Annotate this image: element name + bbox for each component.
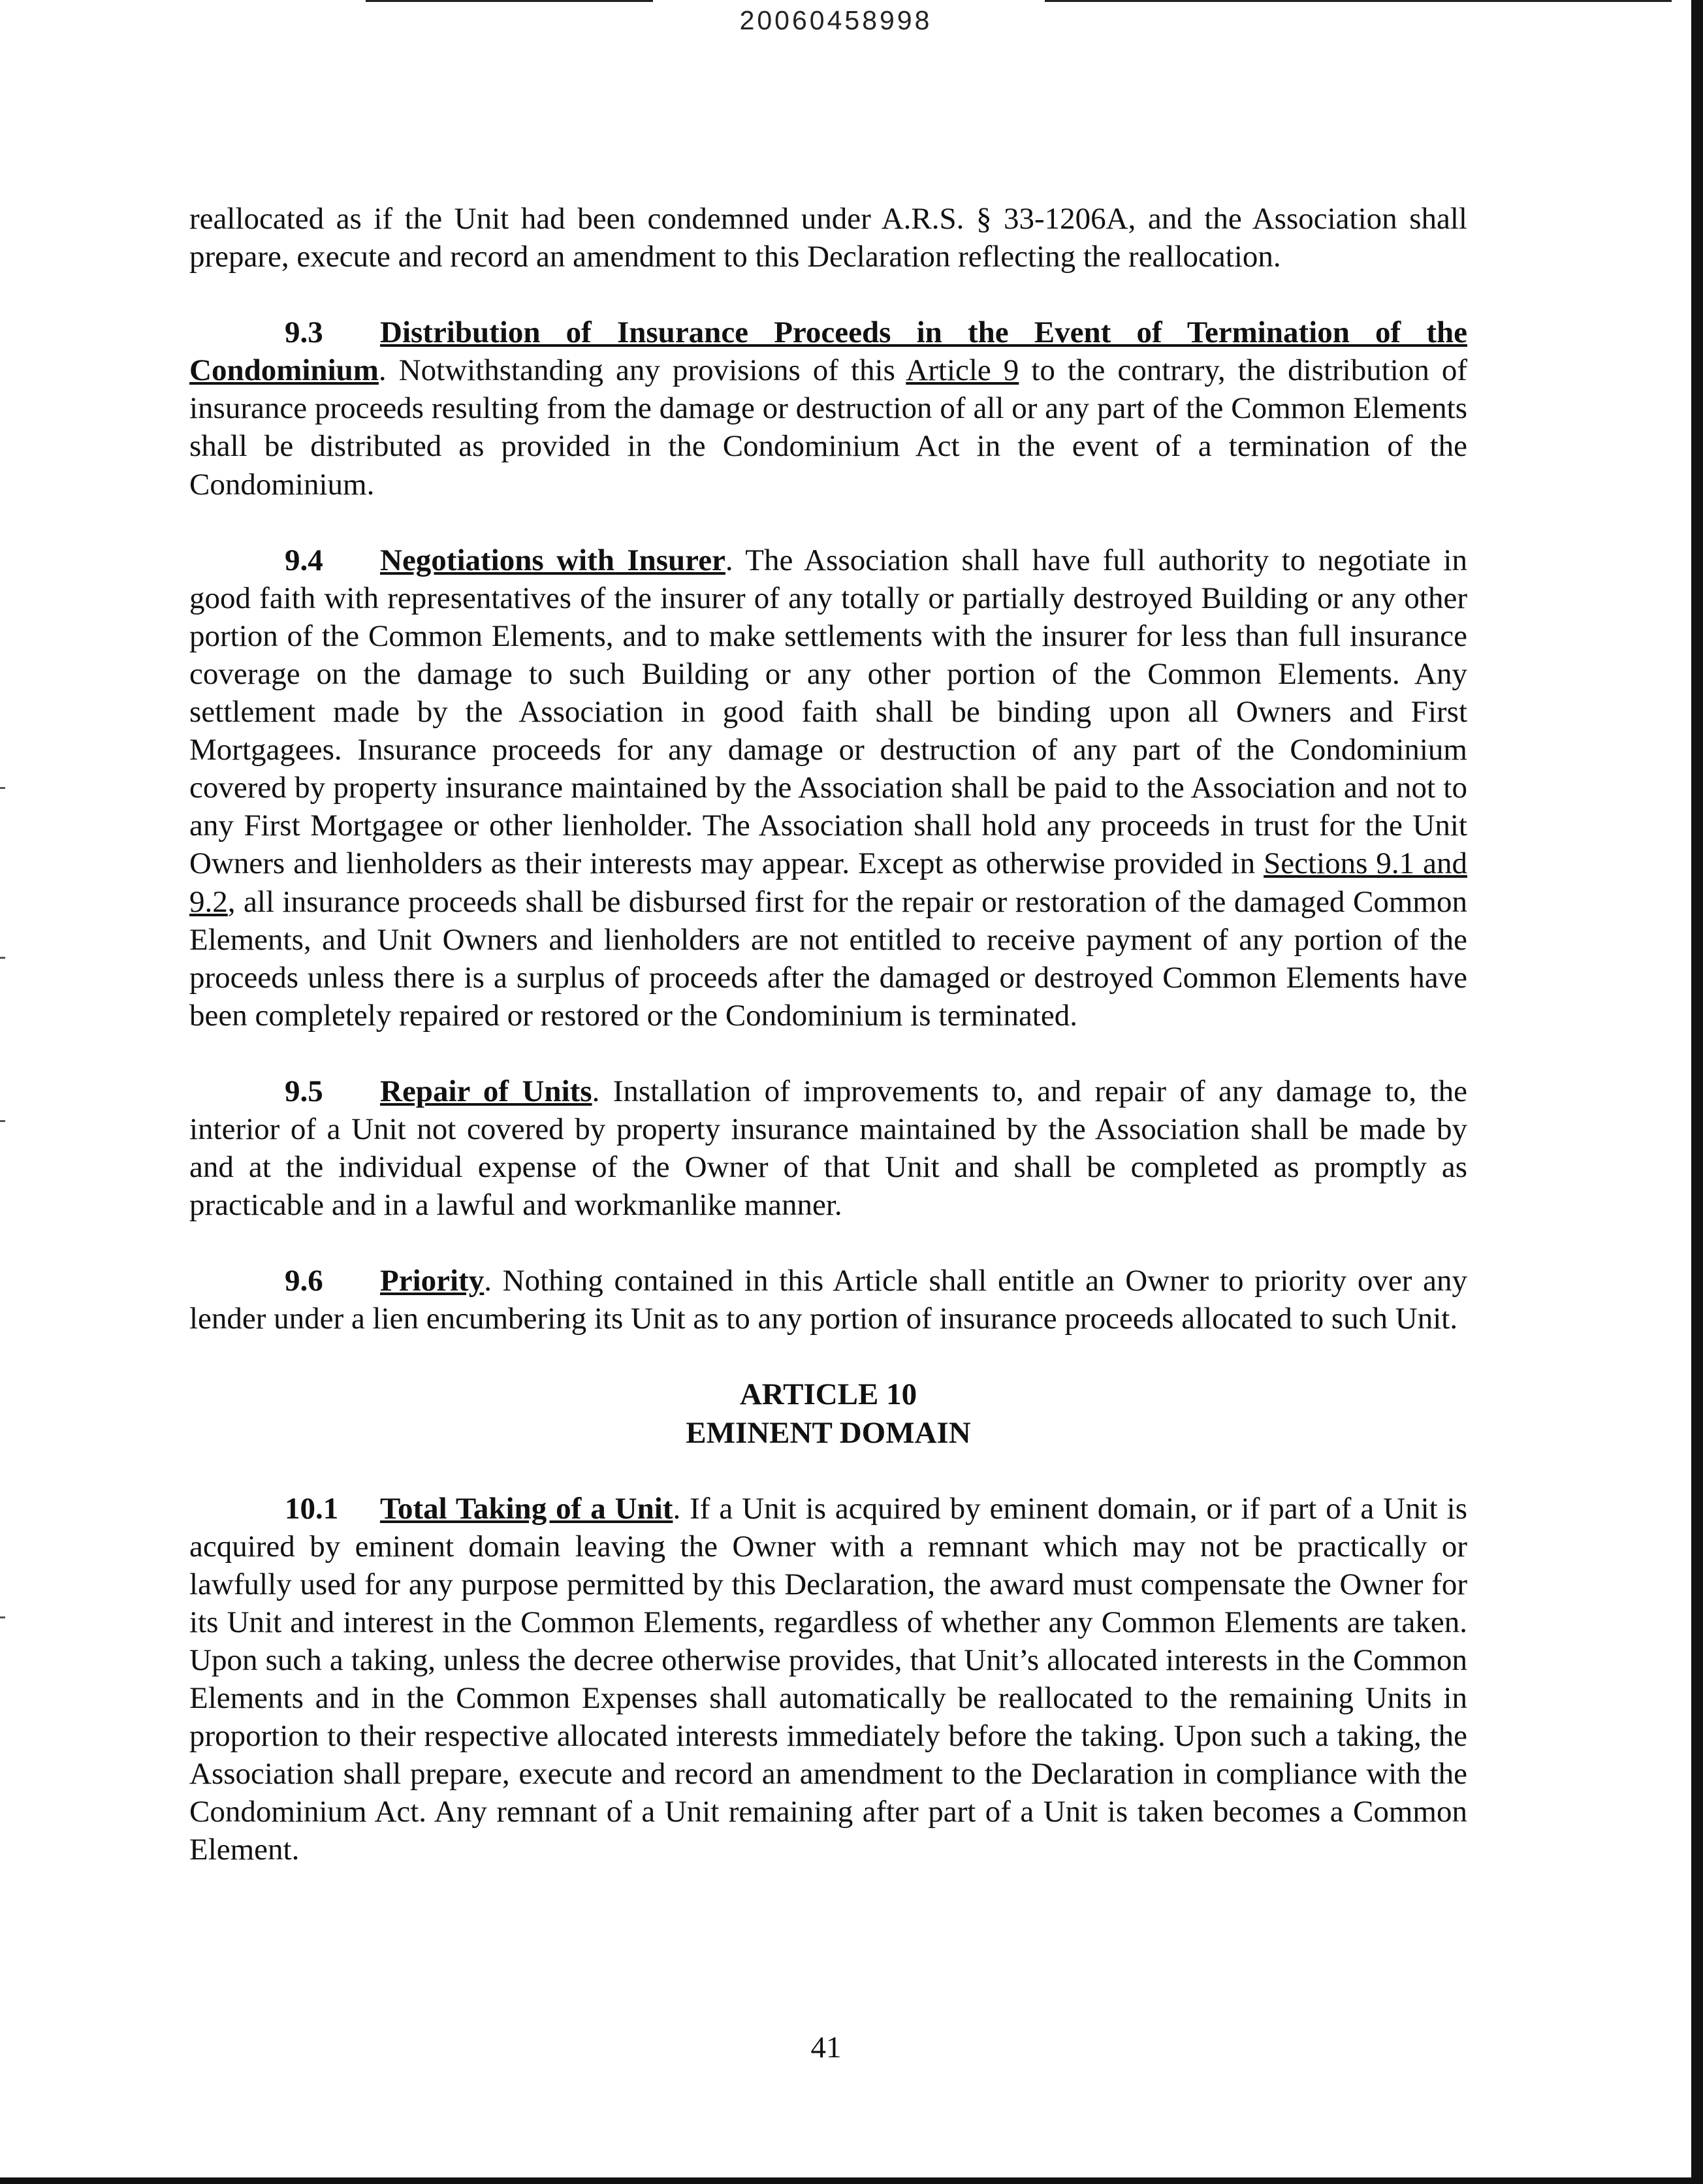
section-9-6 [189,1262,1467,1338]
section-title: Distribution of Insurance Proceeds in the Event of Termination of the Condominium [189,315,1467,388]
section-title: Repair of Units [380,1074,592,1108]
article-number: ARTICLE 10 [739,1377,917,1412]
page-body [189,200,1467,1869]
margin-tick [0,787,5,789]
scan-line-right [1045,0,1672,2]
section-9-3 [189,313,1467,503]
scan-edge-bottom [0,2177,1703,2184]
scan-edge-right [1691,0,1703,2184]
article-heading [189,1375,1467,1451]
continuation-paragraph: reallocated as if the Unit had been condemned under A.R.S. § 33-1206A, and the Association shall prepare, execute and record an amendment to this Declaration reflecting the reallocation. [189,202,1467,274]
article-title: EMINENT DOMAIN [686,1415,971,1450]
section-text: , all insurance proceeds shall be disbursed first for the repair or restoration of the damaged Common Elements, and Unit Owners and lienholders are not entitled to receive payment of any portion of the proceeds unless there is a surplus of proceeds after the damaged or destroyed Common Elements have been completely repaired or restored or the Condominium is terminated. [189,884,1467,1033]
scan-line-left [366,0,653,2]
margin-tick [0,1120,5,1122]
section-9-5 [189,1072,1467,1224]
article-9-reference: Article 9 [906,353,1019,388]
section-title: Negotiations with Insurer [380,543,725,577]
section-title: Total Taking of a Unit [380,1491,673,1526]
section-text: . Notwithstanding any provisions of this [378,353,906,388]
section-10-1 [189,1490,1467,1869]
section-number: 10.1 [285,1491,339,1526]
section-title: Priority [380,1264,485,1298]
section-text: . If a Unit is acquired by eminent domain, or if part of a Unit is acquired by eminent domain leaving the Owner with a remnant which may not be practically or lawfully used for any purpose permitted by this Declaration, the award must compensate the Owner for its Unit and interest in the Common Elements, regardless of whether any Common Elements are taken. Upon such a taking, unless the decree otherwise provides, that Unit’s allocated interests in the Common Elements and in the Common Expenses shall automatically be reallocated to the remaining Units in proportion to their respective allocated interests immediately before the taking. Upon such a taking, the Association shall prepare, execute and record an amendment to the Declaration in compliance with the Condominium Act. Any remnant of a Unit remaining after part of a Unit is taken becomes a Common Element. [189,1491,1467,1867]
section-text: to the contrary, the distribution of insurance proceeds resulting from the damage or destruction of all or any part of the Common Elements shall be distributed as provided in the Condominium Act in the event of a termination of the Condominium. [189,353,1467,502]
section-text: . Installation of improvements to, and repair of any damage to, the interior of a Unit not covered by property insurance maintained by the Association shall be made by and at the individual expense of the Owner of that Unit and shall be completed as promptly as practicable and in a lawful and workmanlike manner. [189,1074,1467,1223]
margin-tick [0,957,5,959]
page-number: 41 [810,2031,842,2064]
section-number: 9.6 [285,1264,323,1298]
document-number: 20060458998 [739,5,932,35]
section-text: . The Association shall have full authority to negotiate in good faith with representatives of the insurer of any totally or partially destroyed Building or any other portion of the Common Elements, and to make settlements with the insurer for less than full insurance coverage on the damage to such Building or any other portion of the Common Elements. Any settlement made by the Association in good faith shall be binding upon all Owners and First Mortgagees. Insurance proceeds for any damage or destruction of any part of the Condominium covered by property insurance maintained by the Association shall be paid to the Association and not to any First Mortgagee or other lienholder. The Association shall hold any proceeds in trust for the Unit Owners and lienholders as their interests may appear. Except as otherwise provided in [189,543,1467,881]
section-9-4 [189,541,1467,1035]
section-number: 9.5 [285,1074,323,1108]
sections-9-1-9-2-reference: Sections 9.1 and 9.2 [189,846,1467,919]
section-number: 9.4 [285,543,323,577]
section-text: . Nothing contained in this Article shall entitle an Owner to priority over any lender under a lien encumbering its Unit as to any portion of insurance proceeds allocated to such Unit. [189,1264,1467,1336]
section-number: 9.3 [285,315,323,350]
margin-tick [0,1616,5,1618]
